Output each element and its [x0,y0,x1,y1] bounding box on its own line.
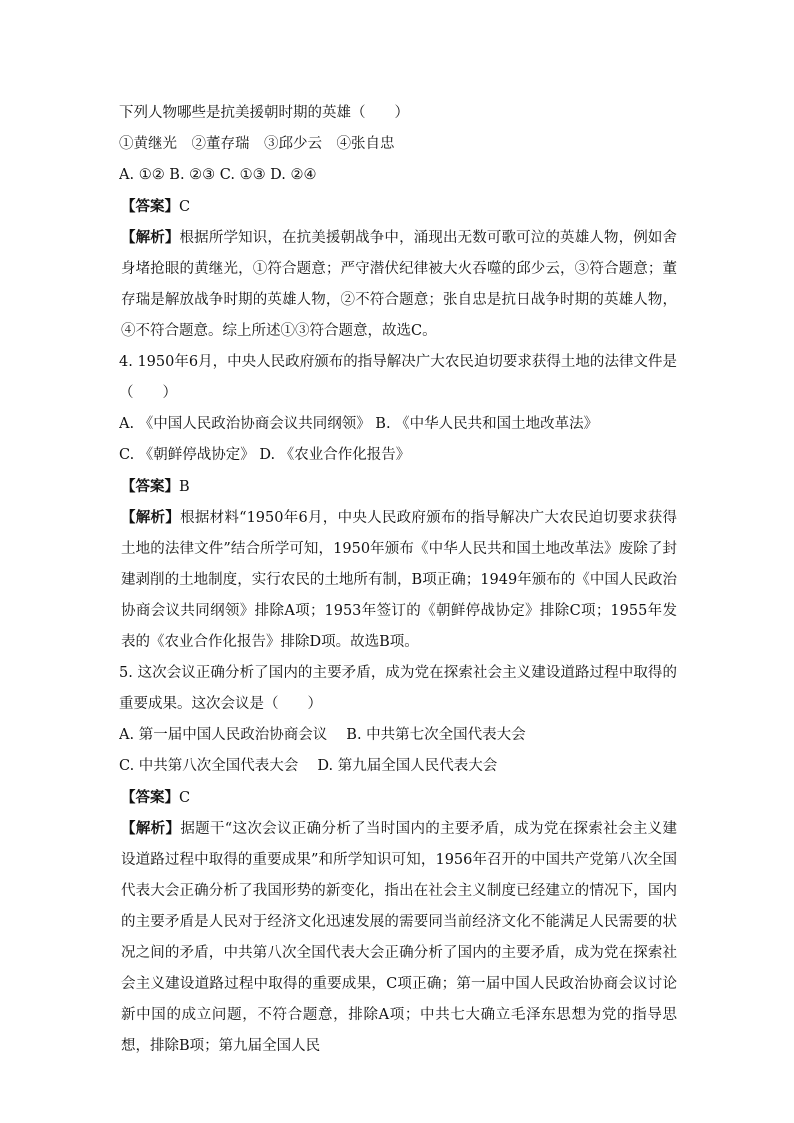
q4-stem: 4. 1950年6月，中央人民政府颁布的指导解决广大农民迫切要求获得土地的法律文件是（ ） [119,354,677,401]
answer-tag: 【答案】 [121,789,179,806]
q3-analysis [119,222,677,347]
q5-stem: 5. 这次会议正确分析了国内的主要矛盾，成为党在探索社会主义建设道路过程中取得的重要成果。这次会议是（ ） [119,665,677,712]
q4-options-row-1: A. 《中国人民政治协商会议共同纲领》 B. 《中华人民共和国土地改革法》 [119,416,599,432]
analysis-tag: 【解析】 [121,229,180,246]
q5-answer [119,782,677,813]
answer-value: C [179,199,191,215]
analysis-text: 根据材料“1950年6月，中央人民政府颁布的指导解决广大农民迫切要求获得土地的法律文件”结合所学可知，1950年颁布《中华人民共和国土地改革法》废除了封建剥削的土地制度，实行农民的土地所有制，B项正确；1949年颁布的《中国人民政治协商会议共同纲领》排除A项；1953年签订的《朝鲜停战协定》排除C项；1955年发表的《农业合作化报告》排除D项。故选B项。 [121,510,678,650]
q5-analysis [119,813,677,1062]
q3-items: ①黄继光 ②董存瑞 ③邱少云 ④张自忠 [119,136,395,152]
analysis-text: 根据所学知识，在抗美援朝战争中，涌现出无数可歌可泣的英雄人物，例如舍身堵抢眼的黄继光，①符合题意；严守潜伏纪律被大火吞噬的邱少云，③符合题意；董存瑞是解放战争时期的英雄人物，②不符合题意；张自忠是抗日战争时期的英雄人物，④不符合题意。综上所述①③符合题意，故选C。 [121,230,678,339]
answer-value: B [179,479,190,495]
q4-analysis [119,502,677,658]
q3-answer [119,191,677,222]
analysis-tag: 【解析】 [121,509,181,526]
q4-answer [119,471,677,502]
q4-options-row-2: C. 《朝鲜停战协定》 D. 《农业合作化报告》 [119,447,411,463]
answer-tag: 【答案】 [121,478,179,495]
q3-options: A. ①② B. ②③ C. ①③ D. ②④ [119,167,317,183]
document-content [119,98,677,1062]
q3-stem: 下列人物哪些是抗美援朝时期的英雄（ ） [119,105,409,121]
q5-options-row-2: C. 中共第八次全国代表大会 D. 第九届全国人民代表大会 [119,758,498,774]
q5-options-row-1: A. 第一届中国人民政治协商会议 B. 中共第七次全国代表大会 [119,727,526,743]
answer-value: C [179,790,191,806]
analysis-tag: 【解析】 [121,820,181,837]
answer-tag: 【答案】 [121,198,179,215]
analysis-text: 据题干“这次会议正确分析了当时国内的主要矛盾，成为党在探索社会主义建设道路过程中取得的重要成果”和所学知识可知，1956年召开的中国共产党第八次全国代表大会正确分析了我国形势的新变化，指出在社会主义制度已经建立的情况下，国内的主要矛盾是人民对于经济文化迅速发展的需要同当前经济文化不能满足人民需要的状况之间的矛盾，中共第八次全国代表大会正确分析了国内的主要矛盾，成为党在探索社会主义建设道路过程中取得的重要成果，C项正确；第一届中国人民政治协商会议讨论新中国的成立问题，不符合题意，排除A项；中共七大确立毛泽东思想为党的指导思想，排除B项；第九届全国人民 [121,821,677,1054]
